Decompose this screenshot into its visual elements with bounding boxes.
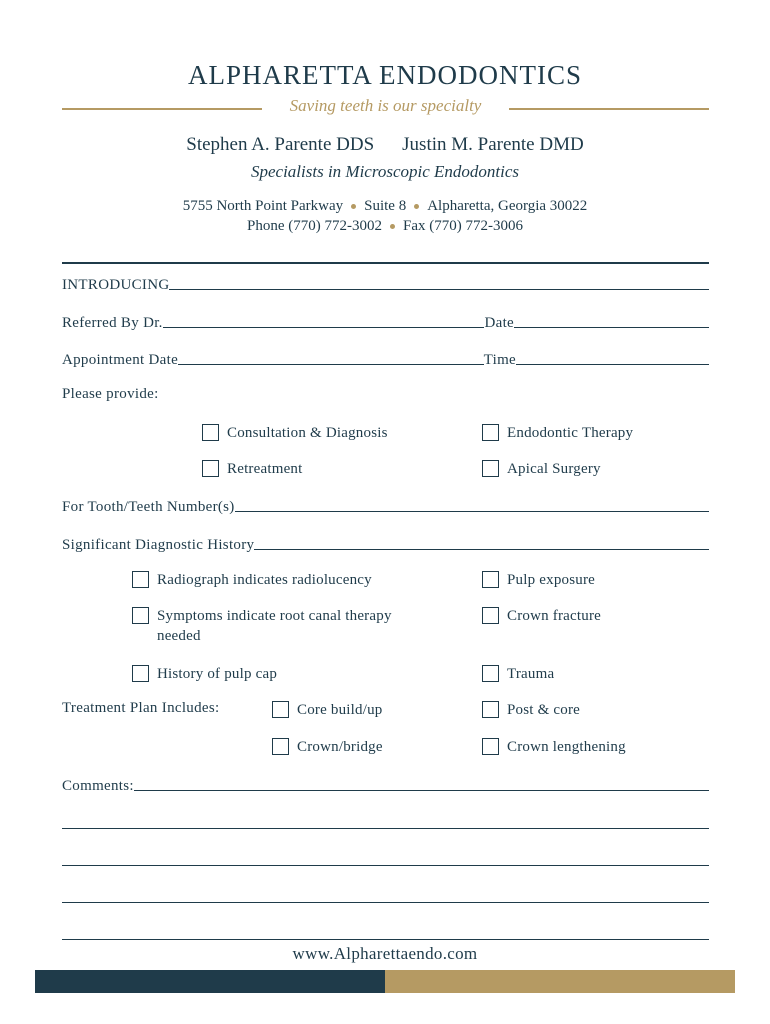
checkbox-icon[interactable] xyxy=(272,701,289,718)
comments-field[interactable] xyxy=(62,813,709,829)
tagline: Saving teeth is our specialty xyxy=(289,96,482,115)
diagnostic-history-row xyxy=(62,532,709,554)
fax-number: Fax (770) 772-3006 xyxy=(403,218,523,234)
consultation-label: Consultation & Diagnosis xyxy=(227,425,388,441)
checkbox-icon[interactable] xyxy=(132,571,149,588)
footer-color-bar xyxy=(35,970,735,993)
apical-surgery-label: Apical Surgery xyxy=(507,461,601,477)
address-line xyxy=(0,198,770,215)
pulp-cap-label: History of pulp cap xyxy=(157,666,278,682)
tooth-numbers-label: For Tooth/Teeth Number(s) xyxy=(62,499,235,515)
crown-bridge-checkbox[interactable] xyxy=(272,737,383,757)
trauma-label: Trauma xyxy=(507,666,555,682)
time-field[interactable] xyxy=(516,349,709,365)
appointment-date-label: Appointment Date xyxy=(62,352,179,368)
post-core-label: Post & core xyxy=(507,702,581,718)
crown-lengthening-checkbox[interactable] xyxy=(482,737,626,757)
checkbox-icon[interactable] xyxy=(132,665,149,682)
crown-lengthening-label: Crown lengthening xyxy=(507,739,626,755)
checkbox-icon[interactable] xyxy=(132,607,149,624)
crown-bridge-label: Crown/bridge xyxy=(297,739,383,755)
consultation-checkbox[interactable] xyxy=(202,423,388,443)
doctor-name-1: Stephen A. Parente DDS xyxy=(186,134,375,155)
contact-line xyxy=(0,218,770,235)
date-field[interactable] xyxy=(514,312,709,328)
tooth-numbers-row xyxy=(62,494,709,516)
checkbox-icon[interactable] xyxy=(202,460,219,477)
core-buildup-checkbox[interactable] xyxy=(272,700,383,720)
website-link[interactable]: www.Alpharettaendo.com xyxy=(292,944,478,963)
checkbox-icon[interactable] xyxy=(482,460,499,477)
radiograph-checkbox[interactable] xyxy=(132,570,372,590)
appointment-date-field[interactable] xyxy=(178,349,484,365)
bullet-dot-icon xyxy=(414,204,419,209)
pulp-exposure-label: Pulp exposure xyxy=(507,572,596,588)
comments-line-2 xyxy=(62,811,709,833)
doctors-line xyxy=(0,134,770,156)
practice-title: ALPHARETTA ENDODONTICS xyxy=(187,60,583,90)
checkbox-icon[interactable] xyxy=(482,607,499,624)
checkbox-icon[interactable] xyxy=(482,424,499,441)
tagline-row xyxy=(62,96,709,120)
comments-label: Comments: xyxy=(62,778,134,794)
tagline-rule-right xyxy=(509,108,709,110)
crown-fracture-label: Crown fracture xyxy=(507,608,602,624)
date-label: Date xyxy=(484,315,514,331)
doctor-name-2: Justin M. Parente DMD xyxy=(402,134,584,155)
checkbox-icon[interactable] xyxy=(482,738,499,755)
core-buildup-label: Core build/up xyxy=(297,702,383,718)
checkbox-icon[interactable] xyxy=(482,701,499,718)
tooth-numbers-field[interactable] xyxy=(235,496,709,512)
comments-line-3 xyxy=(62,848,709,870)
appointment-row xyxy=(62,347,709,369)
please-provide-label: Please provide: xyxy=(62,386,159,402)
address-street: 5755 North Point Parkway xyxy=(182,198,344,214)
specialty-line: Specialists in Microscopic Endodontics xyxy=(250,162,520,181)
referred-by-label: Referred By Dr. xyxy=(62,315,163,331)
comments-field[interactable] xyxy=(62,924,709,940)
comments-line-5 xyxy=(62,922,709,944)
address-suite: Suite 8 xyxy=(364,198,407,214)
symptoms-checkbox[interactable] xyxy=(132,606,392,646)
comments-field[interactable] xyxy=(62,887,709,903)
treatment-plan-label: Treatment Plan Includes: xyxy=(62,700,220,716)
comments-field[interactable] xyxy=(62,850,709,866)
referred-by-field[interactable] xyxy=(163,312,485,328)
time-label: Time xyxy=(483,352,516,368)
endodontic-therapy-checkbox[interactable] xyxy=(482,423,633,443)
retreatment-checkbox[interactable] xyxy=(202,459,303,479)
referral-row xyxy=(62,310,709,332)
symptoms-label: Symptoms indicate root canal therapy needed xyxy=(157,608,392,644)
comments-row xyxy=(62,773,709,795)
introducing-label: INTRODUCING xyxy=(62,277,170,293)
introducing-field[interactable] xyxy=(169,274,709,290)
phone-number: Phone (770) 772-3002 xyxy=(247,218,382,234)
crown-fracture-checkbox[interactable] xyxy=(482,606,601,626)
post-core-checkbox[interactable] xyxy=(482,700,580,720)
checkbox-icon[interactable] xyxy=(272,738,289,755)
diagnostic-history-field[interactable] xyxy=(254,534,709,550)
trauma-checkbox[interactable] xyxy=(482,664,554,684)
checkbox-icon[interactable] xyxy=(202,424,219,441)
pulp-exposure-checkbox[interactable] xyxy=(482,570,595,590)
comments-field[interactable] xyxy=(134,775,709,791)
checkbox-icon[interactable] xyxy=(482,665,499,682)
apical-surgery-checkbox[interactable] xyxy=(482,459,601,479)
pulp-cap-checkbox[interactable] xyxy=(132,664,277,684)
retreatment-label: Retreatment xyxy=(227,461,303,477)
comments-line-4 xyxy=(62,885,709,907)
footer-bar-gold xyxy=(385,970,735,993)
diagnostic-history-label: Significant Diagnostic History xyxy=(62,537,255,553)
bullet-dot-icon xyxy=(351,204,356,209)
footer-bar-navy xyxy=(35,970,385,993)
address-city: Alpharetta, Georgia 30022 xyxy=(427,198,588,214)
radiograph-label: Radiograph indicates radiolucency xyxy=(157,572,372,588)
checkbox-icon[interactable] xyxy=(482,571,499,588)
bullet-dot-icon xyxy=(390,224,395,229)
introducing-row xyxy=(62,272,709,294)
header-divider xyxy=(62,262,709,264)
endodontic-therapy-label: Endodontic Therapy xyxy=(507,425,634,441)
